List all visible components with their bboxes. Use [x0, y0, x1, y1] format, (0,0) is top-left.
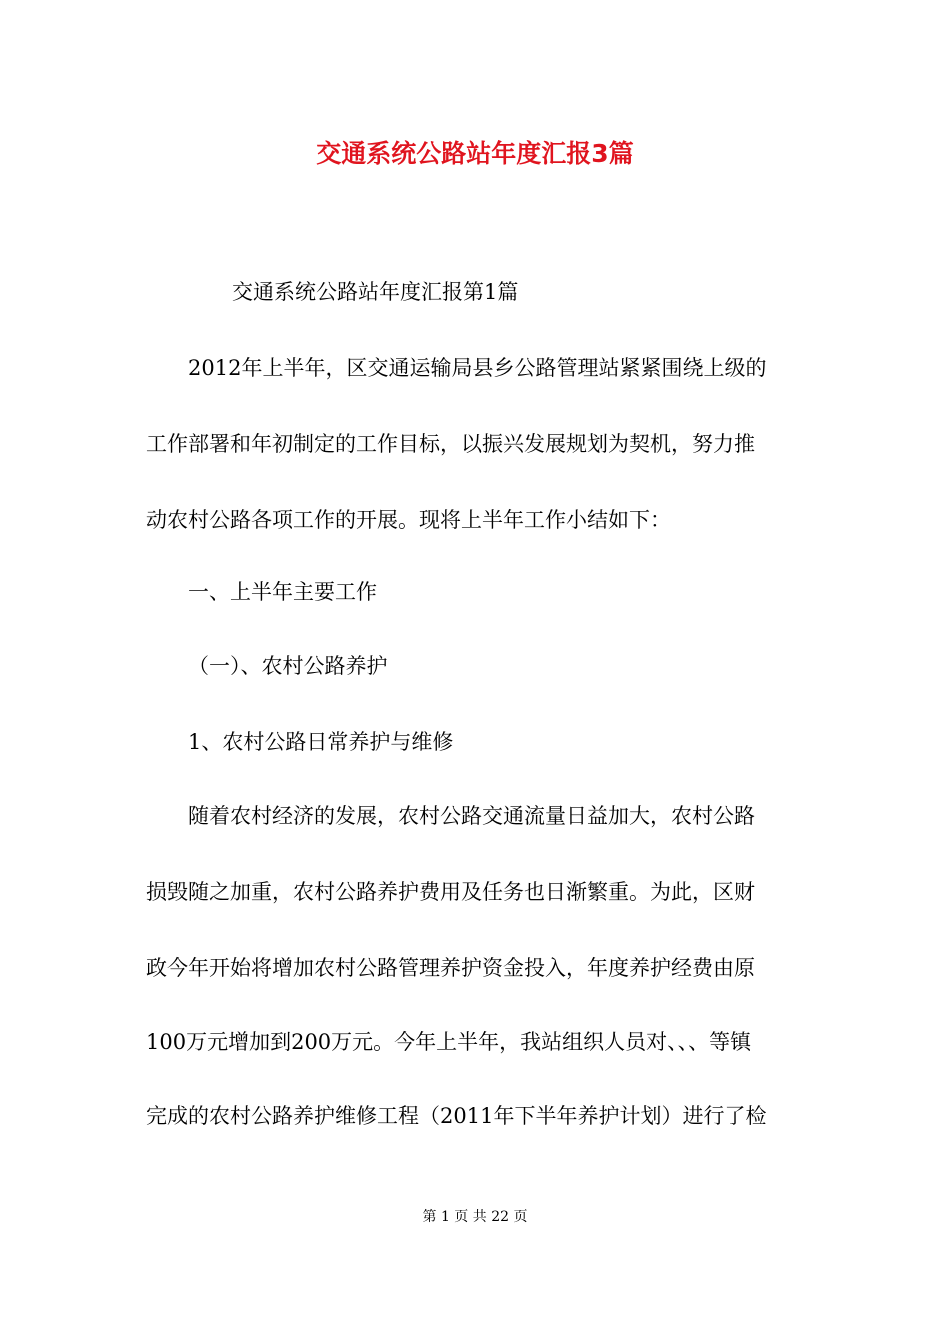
paragraph-line: 随着农村经济的发展，农村公路交通流量日益加大，农村公路 — [188, 804, 755, 828]
paragraph-line: 政今年开始将增加农村公路管理养护资金投入，年度养护经费由原 — [146, 956, 755, 980]
paragraph-line: 100万元增加到200万元。今年上半年，我站组织人员对、、、等镇 — [146, 1030, 752, 1054]
paragraph-line: 损毁随之加重，农村公路养护费用及任务也日渐繁重。为此，区财 — [146, 880, 755, 904]
heading-level-3: 1、农村公路日常养护与维修 — [188, 730, 454, 754]
paragraph-line: 2012年上半年，区交通运输局县乡公路管理站紧紧围绕上级的 — [188, 356, 767, 380]
paragraph-line: 工作部署和年初制定的工作目标，以振兴发展规划为契机，努力推 — [146, 432, 755, 456]
section-heading: 交通系统公路站年度汇报第1篇 — [232, 280, 519, 304]
document-title: 交通系统公路站年度汇报3篇 — [316, 139, 634, 168]
paragraph-line: 完成的农村公路养护维修工程（2011年下半年养护计划）进行了检 — [146, 1104, 767, 1128]
page-number-footer: 第 1 页 共 22 页 — [422, 1209, 528, 1225]
paragraph-line: 动农村公路各项工作的开展。现将上半年工作小结如下： — [146, 508, 671, 532]
heading-level-1: 一、上半年主要工作 — [188, 580, 377, 604]
heading-level-2: （一）、农村公路养护 — [188, 654, 388, 678]
